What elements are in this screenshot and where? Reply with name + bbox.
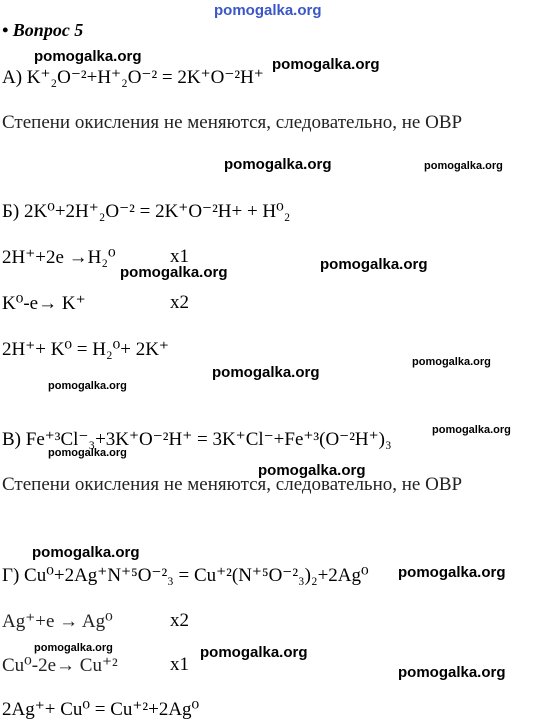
- reaction-g: Г) Cu⁰+2Ag⁺N⁺⁵O⁻²₃ = Cu⁺²(N⁺⁵O⁻²₃)₂+2Ag⁰: [2, 565, 369, 586]
- watermark: pomogalka.org: [34, 48, 142, 65]
- watermark: pomogalka.org: [120, 264, 228, 281]
- summary-b: 2H⁺+ K⁰ = H₂⁰+ 2K⁺: [2, 339, 169, 360]
- half-reaction-b1: 2H⁺+2e →H₂⁰: [2, 247, 116, 268]
- note-a: Степени окисления не меняются, следовательно, не ОВР: [2, 112, 463, 133]
- half-reaction-g2: Cu⁰-2e→ Cu⁺²: [2, 655, 118, 676]
- watermark: pomogalka.org: [272, 56, 380, 73]
- watermark: pomogalka.org: [320, 256, 428, 273]
- watermark: pomogalka.org: [398, 564, 506, 581]
- watermark: pomogalka.org: [412, 356, 491, 368]
- half-reaction-g1: Ag⁺+e → Ag⁰: [2, 611, 113, 632]
- note-v: Степени окисления не меняются, следовательно, не ОВР: [2, 474, 463, 495]
- watermark: pomogalka.org: [48, 380, 127, 392]
- watermark: pomogalka.org: [34, 642, 113, 654]
- watermark: pomogalka.org: [398, 664, 506, 681]
- watermark-top[interactable]: pomogalka.org: [214, 2, 322, 19]
- watermark: pomogalka.org: [32, 544, 140, 561]
- watermark: pomogalka.org: [212, 364, 320, 381]
- watermark: pomogalka.org: [200, 644, 308, 661]
- multiplier-b2: x2: [170, 292, 189, 313]
- multiplier-g2: x1: [170, 654, 189, 675]
- watermark: pomogalka.org: [432, 424, 511, 436]
- watermark: pomogalka.org: [224, 156, 332, 173]
- multiplier-b1: x1: [170, 246, 189, 267]
- multiplier-g1: x2: [170, 610, 189, 631]
- reaction-a: А) K⁺₂O⁻²+H⁺₂O⁻² = 2K⁺O⁻²H⁺: [2, 67, 264, 88]
- question-heading: • Вопрос 5: [2, 20, 84, 40]
- half-reaction-b2: K⁰-e→ K⁺: [2, 293, 86, 314]
- watermark: pomogalka.org: [424, 160, 503, 172]
- reaction-v: В) Fe⁺³Cl⁻₃+3K⁺O⁻²H⁺ = 3K⁺Cl⁻+Fe⁺³(O⁻²H⁺)₃: [2, 429, 392, 450]
- reaction-b: Б) 2K⁰+2H⁺₂O⁻² = 2K⁺O⁻²H+ + H⁰₂: [2, 201, 291, 222]
- summary-g: 2Ag⁺+ Cu⁰ = Cu⁺²+2Ag⁰: [2, 699, 200, 720]
- watermark: pomogalka.org: [258, 462, 366, 479]
- watermark: pomogalka.org: [48, 447, 127, 459]
